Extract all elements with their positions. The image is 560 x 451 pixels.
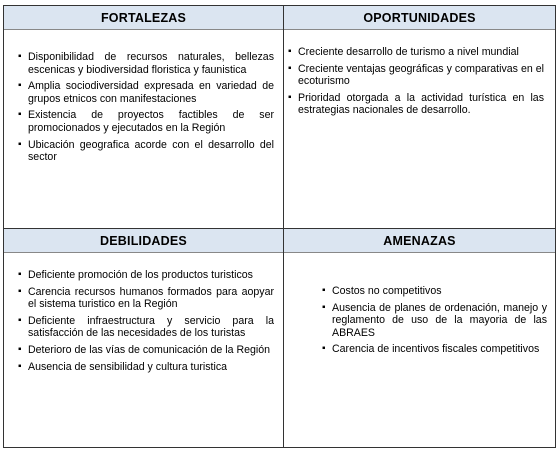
list-item: ▪ Existencia de proyectos factibles de ser promocionados y ejecutados en la Región — [18, 109, 274, 134]
list-item: ▪ Ausencia de sensibilidad y cultura turistica — [18, 360, 228, 373]
bullet-icon: ▪ — [322, 343, 326, 355]
fortalezas-list — [18, 51, 274, 168]
horizontal-divider — [4, 228, 555, 229]
bullet-icon: ▪ — [18, 51, 22, 62]
list-item: ▪ Ubicación geografica acorde con el desarrollo del sector — [18, 138, 274, 164]
bullet-icon: ▪ — [18, 80, 22, 92]
bullet-icon: ▪ — [18, 269, 22, 280]
oportunidades-cell — [284, 6, 555, 228]
list-item: ▪ Creciente ventajas geográficas y comparativas en el ecoturismo — [288, 62, 544, 88]
bullet-icon: ▪ — [18, 285, 22, 297]
fortalezas-header: FORTALEZAS — [4, 6, 283, 29]
header-underline-top-right — [284, 29, 555, 30]
fortalezas-cell — [4, 6, 283, 228]
list-item: ▪ Costos no competitivos — [322, 285, 442, 297]
header-underline-bottom-left — [4, 252, 283, 253]
debilidades-list — [18, 269, 274, 377]
bullet-icon: ▪ — [18, 360, 22, 372]
bullet-icon: ▪ — [288, 46, 292, 57]
list-item: ▪ Amplia sociodiversidad expresada en variedad de grupos etnicos con manifestaciones — [18, 80, 274, 105]
list-item: ▪ Prioridad otorgada a la actividad turística en las estrategias nacionales de desarrollo. — [288, 91, 544, 117]
bullet-icon: ▪ — [18, 314, 22, 326]
bullet-icon: ▪ — [288, 91, 292, 103]
list-item: ▪ Carencia recursos humanos formados para aopyar el sistema turistico en la Región — [18, 285, 274, 311]
list-item: ▪ Deterioro de las vías de comunicación de la Región — [18, 343, 271, 356]
vertical-divider — [283, 6, 284, 447]
amenazas-cell — [284, 229, 555, 447]
bullet-icon: ▪ — [322, 285, 326, 296]
debilidades-cell — [4, 229, 283, 447]
list-item: ▪ Deficiente infraestructura y servicio para la satisfacción de las necesidades de los turistas — [18, 314, 274, 340]
bullet-icon: ▪ — [18, 109, 22, 121]
list-item: ▪ Carencia de incentivos fiscales competitivos — [322, 343, 540, 356]
bullet-icon: ▪ — [288, 62, 292, 74]
foda-table — [3, 5, 556, 448]
list-item: ▪ Creciente desarrollo de turismo a nivel mundial — [288, 46, 519, 58]
bullet-icon: ▪ — [18, 343, 22, 355]
oportunidades-header: OPORTUNIDADES — [284, 6, 555, 29]
list-item: ▪ Deficiente promoción de los productos turisticos — [18, 269, 253, 281]
list-item: ▪ Disponibilidad de recursos naturales, bellezas escenicas y biodiversidad floristica y faunistica — [18, 51, 274, 76]
bullet-icon: ▪ — [18, 138, 22, 150]
bullet-icon: ▪ — [322, 301, 326, 313]
header-underline-bottom-right — [284, 252, 555, 253]
amenazas-header: AMENAZAS — [284, 229, 555, 252]
header-underline-top-left — [4, 29, 283, 30]
amenazas-list — [322, 285, 547, 360]
list-item: ▪ Ausencia de planes de ordenación, manejo y reglamento de uso de la mayoria de las ABRAES — [322, 301, 547, 339]
oportunidades-list — [288, 46, 544, 121]
debilidades-header: DEBILIDADES — [4, 229, 283, 252]
